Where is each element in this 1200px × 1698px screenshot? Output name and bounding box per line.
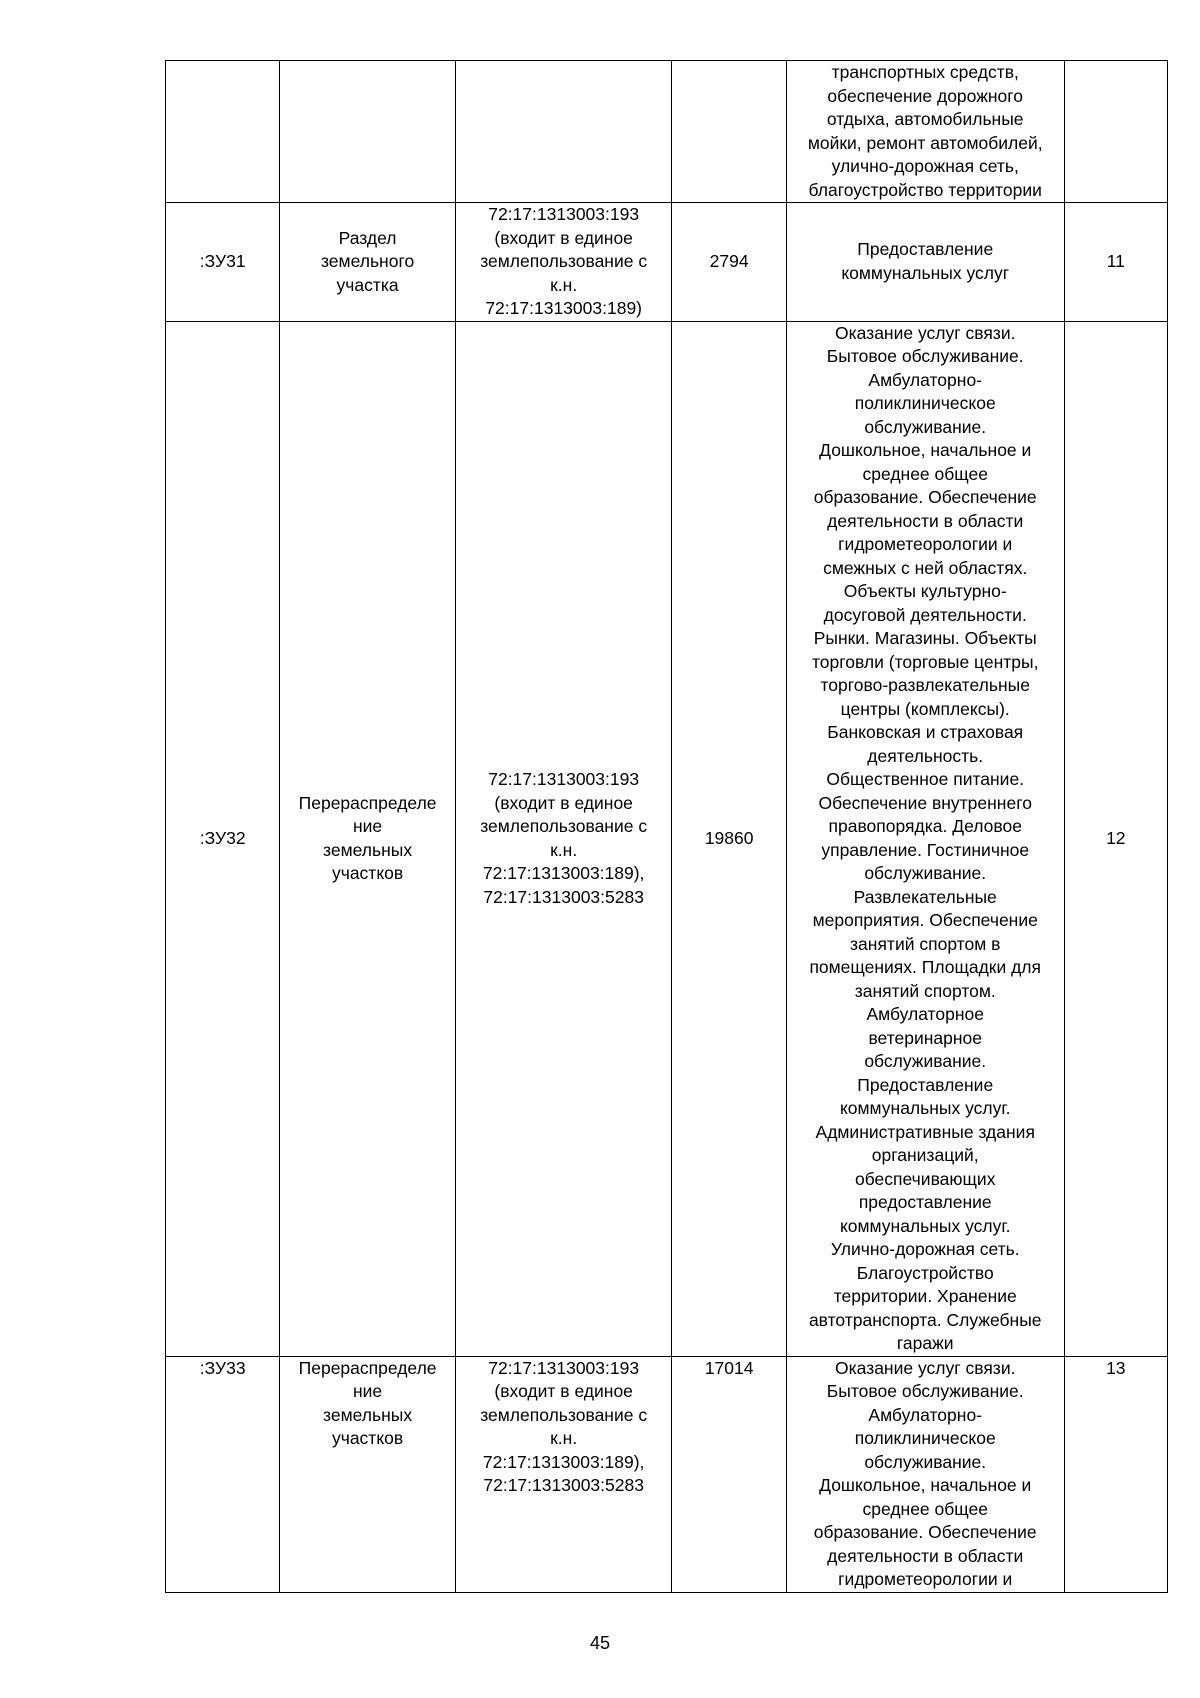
permitted-use-line: управление. Гостиничное <box>821 839 1030 860</box>
permitted-use-line: поликлиническое <box>854 1428 996 1448</box>
formation-method-line: ние <box>352 1381 383 1401</box>
permitted-use-line: центры (комплексы). <box>840 698 1010 719</box>
formation-method-cell <box>280 61 456 203</box>
permitted-use-line: Оказание услуг связи. <box>834 322 1016 343</box>
formation-method-line: участков <box>331 863 404 883</box>
row-number-cell: 13 <box>1064 1356 1167 1592</box>
source-parcel-line: к.н. <box>550 274 578 295</box>
area-cell <box>672 61 786 203</box>
permitted-use-line: торговли (торговые центры, <box>811 651 1039 672</box>
source-parcel-cell <box>455 1356 672 1592</box>
permitted-use-line: Бытовое обслуживание. <box>826 346 1024 366</box>
row-number-cell: 12 <box>1064 321 1167 1356</box>
table-row <box>166 203 1168 322</box>
source-parcel-line: 72:17:1313003:193 <box>488 1357 640 1378</box>
permitted-use-cell <box>786 1356 1064 1592</box>
permitted-use-line: обслуживание. <box>864 863 987 883</box>
formation-method-cell <box>280 1356 456 1592</box>
source-parcel-line: 72:17:1313003:193 <box>488 769 640 789</box>
permitted-use-line: Дошкольное, начальное и <box>819 440 1032 460</box>
permitted-use-line: организаций, <box>871 1145 979 1165</box>
permitted-use-line: гидрометеорологии и <box>838 1569 1013 1589</box>
permitted-use-line: мойки, ремонт автомобилей, <box>807 132 1043 153</box>
permitted-use-line: Оказание услуг связи. <box>834 1357 1016 1378</box>
permitted-use-line: Предоставление <box>857 1074 994 1095</box>
permitted-use-line: Объекты культурно- <box>843 581 1007 601</box>
permitted-use-line: досуговой деятельности. <box>823 604 1027 625</box>
permitted-use-line: ветеринарное <box>868 1027 983 1048</box>
source-parcel-line: 72:17:1313003:189), <box>482 1451 645 1472</box>
permitted-use-line: обслуживание. <box>864 1051 987 1071</box>
permitted-use-line: коммунальных услуг. <box>839 1215 1011 1236</box>
permitted-use-line: деятельности в области <box>827 1545 1024 1566</box>
formation-method-line: земельных <box>323 1404 413 1425</box>
permitted-use-line: Благоустройство <box>856 1262 994 1283</box>
permitted-use-line: обеспечивающих <box>855 1168 996 1189</box>
permitted-use-line: Банковская и страховая <box>827 722 1024 742</box>
permitted-use-line: деятельность. <box>867 745 984 766</box>
source-parcel-line: (входит в единое <box>494 792 633 813</box>
table-row <box>166 321 1168 1356</box>
permitted-use-line: коммунальных услуг <box>841 262 1010 283</box>
formation-method-line: Перераспределе <box>298 792 437 813</box>
plot-id-cell <box>166 61 280 203</box>
source-parcel-cell <box>455 321 672 1356</box>
permitted-use-cell <box>786 61 1064 203</box>
permitted-use-line: деятельности в области <box>827 510 1024 531</box>
plot-id-cell: :ЗУ33 <box>166 1356 280 1592</box>
permitted-use-line: территории. Хранение <box>833 1286 1017 1306</box>
permitted-use-line: правопорядка. Деловое <box>828 816 1022 836</box>
permitted-use-line: обслуживание. <box>864 416 987 437</box>
source-parcel-line: 72:17:1313003:193 <box>488 204 640 224</box>
formation-method-line: земельных <box>323 839 413 860</box>
permitted-use-line: Амбулаторное <box>866 1004 984 1024</box>
table-row <box>166 1356 1168 1592</box>
formation-method-line: ние <box>352 816 383 836</box>
permitted-use-line: Административные здания <box>815 1121 1035 1142</box>
source-parcel-cell <box>455 203 672 322</box>
source-parcel-line: (входит в единое <box>494 1381 633 1401</box>
plot-id-cell: :ЗУ32 <box>166 321 280 1356</box>
permitted-use-line: Амбулаторно- <box>868 369 983 390</box>
permitted-use-line: автотранспорта. Служебные <box>808 1309 1042 1330</box>
permitted-use-line: благоустройство территории <box>808 179 1042 200</box>
area-cell: 2794 <box>672 203 786 322</box>
formation-method-line: Перераспределе <box>298 1357 437 1378</box>
source-parcel-line: 72:17:1313003:5283 <box>483 1475 644 1495</box>
permitted-use-line: мероприятия. Обеспечение <box>812 910 1038 930</box>
permitted-use-line: гидрометеорологии и <box>838 534 1013 554</box>
permitted-use-line: коммунальных услуг. <box>839 1098 1011 1118</box>
permitted-use-line: Бытовое обслуживание. <box>826 1381 1024 1401</box>
permitted-use-line: Улично-дорожная сеть. <box>830 1239 1020 1259</box>
permitted-use-line: обеспечение дорожного <box>827 85 1024 106</box>
source-parcel-line: к.н. <box>550 839 578 860</box>
formation-method-line: участков <box>331 1428 404 1448</box>
formation-method-line: Раздел <box>338 227 397 248</box>
land-plots-table <box>165 60 1168 1593</box>
permitted-use-line: среднее общее <box>862 463 988 484</box>
permitted-use-line: среднее общее <box>862 1498 988 1519</box>
permitted-use-line: транспортных средств, <box>831 62 1019 82</box>
permitted-use-line: торгово-развлекательные <box>820 675 1030 695</box>
source-parcel-line: землепользование с <box>480 251 648 271</box>
permitted-use-line: Рынки. Магазины. Объекты <box>813 628 1037 648</box>
permitted-use-line: занятий спортом. <box>854 980 996 1001</box>
table-row <box>166 61 1168 203</box>
permitted-use-cell <box>786 203 1064 322</box>
page-number: 45 <box>589 1633 611 1653</box>
source-parcel-line: 72:17:1313003:5283 <box>483 886 644 907</box>
permitted-use-line: Амбулаторно- <box>868 1404 983 1425</box>
permitted-use-line: Общественное питание. <box>826 769 1025 789</box>
source-parcel-cell <box>455 61 672 203</box>
permitted-use-line: Предоставление <box>857 239 994 260</box>
source-parcel-line: к.н. <box>550 1428 578 1448</box>
permitted-use-line: занятий спортом в <box>850 933 1001 954</box>
permitted-use-line: образование. Обеспечение <box>813 487 1037 507</box>
permitted-use-line: помещениях. Площадки для <box>809 957 1041 977</box>
source-parcel-line: землепользование с <box>480 1404 648 1425</box>
permitted-use-line: улично-дорожная сеть, <box>831 156 1019 176</box>
plot-id-cell: :ЗУ31 <box>166 203 280 322</box>
formation-method-cell <box>280 203 456 322</box>
source-parcel-line: 72:17:1313003:189), <box>482 863 645 883</box>
permitted-use-line: смежных с ней областях. <box>823 557 1028 578</box>
permitted-use-line: Дошкольное, начальное и <box>819 1475 1032 1495</box>
permitted-use-line: Обеспечение внутреннего <box>818 792 1032 813</box>
permitted-use-line: отдыха, автомобильные <box>826 109 1024 129</box>
permitted-use-line: обслуживание. <box>864 1451 987 1472</box>
row-number-cell: 11 <box>1064 203 1167 322</box>
source-parcel-line: 72:17:1313003:189) <box>485 298 642 318</box>
permitted-use-cell <box>786 321 1064 1356</box>
permitted-use-line: предоставление <box>858 1192 992 1212</box>
formation-method-cell <box>280 321 456 1356</box>
formation-method-line: участка <box>336 274 399 295</box>
area-cell: 17014 <box>672 1356 786 1592</box>
permitted-use-line: образование. Обеспечение <box>813 1522 1037 1542</box>
row-number-cell <box>1064 61 1167 203</box>
source-parcel-line: землепользование с <box>480 816 648 836</box>
formation-method-line: земельного <box>320 251 415 271</box>
source-parcel-line: (входит в единое <box>494 227 633 248</box>
permitted-use-line: гаражи <box>896 1333 954 1353</box>
permitted-use-line: Развлекательные <box>853 886 997 907</box>
area-cell: 19860 <box>672 321 786 1356</box>
permitted-use-line: поликлиническое <box>854 393 996 413</box>
